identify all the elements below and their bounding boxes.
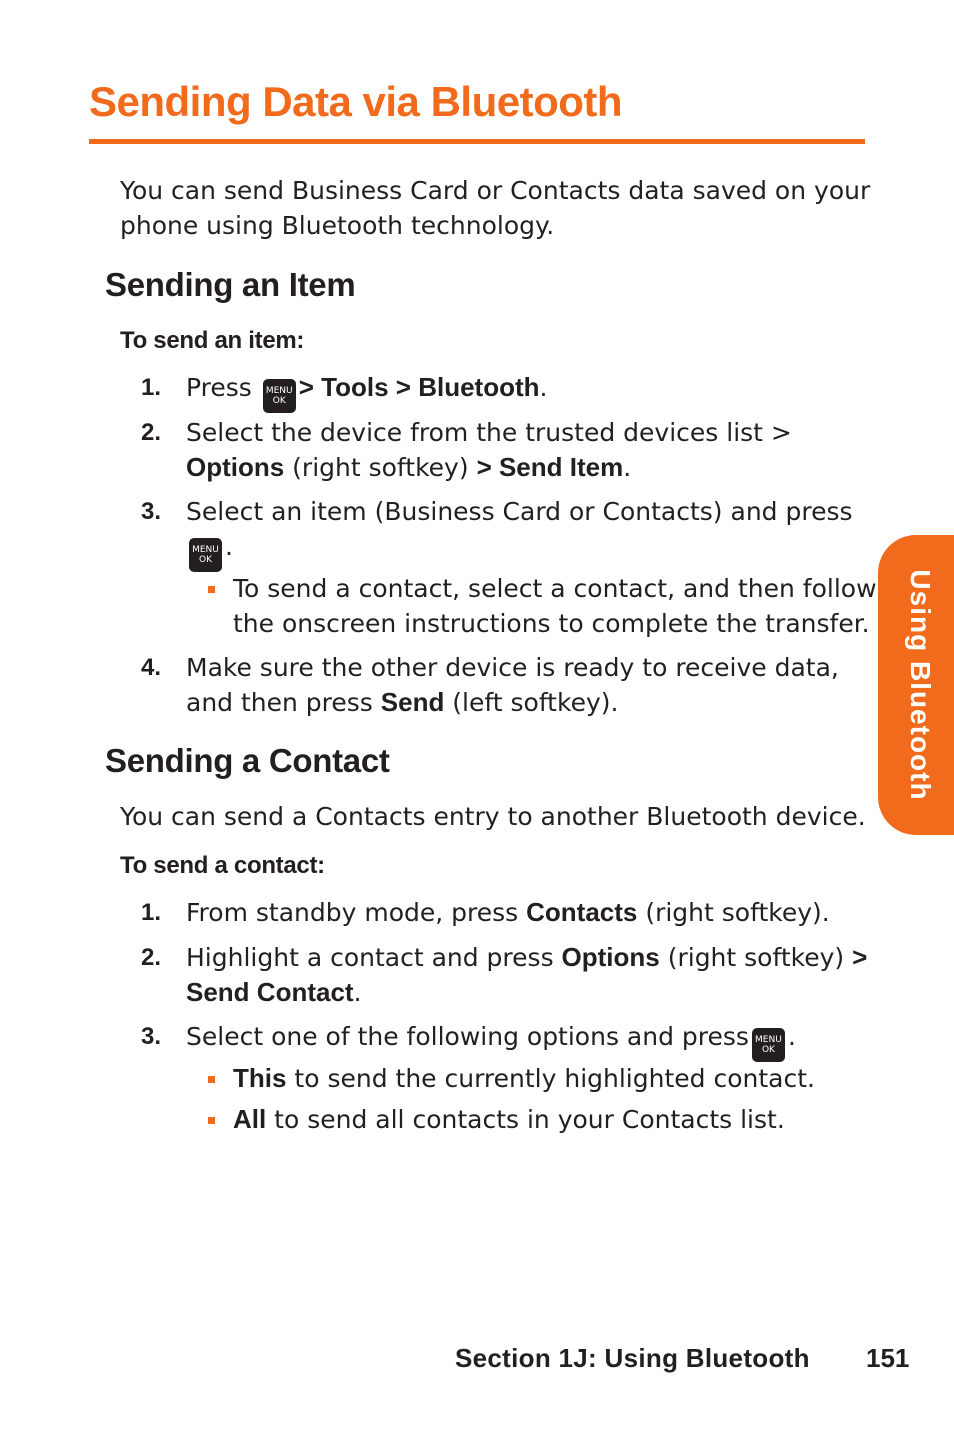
contact-intro: You can send a Contacts entry to another Bluetooth device. [120,802,866,831]
page-title: Sending Data via Bluetooth [89,78,623,125]
menu-ok-key-icon: MENU OK [263,379,296,413]
lead-send-contact: To send a contact: [120,852,325,879]
step-text: From standby mode, press Contacts (right softkey). [186,897,830,927]
footer-section: Section 1J: Using Bluetooth [455,1343,810,1373]
bullet-square-icon [208,1076,215,1083]
step-text: Make sure the other device is ready to receive data, and then press Send (left softkey). [186,653,839,717]
side-tab-label: Using Bluetooth [905,569,936,801]
step-number: 1. [141,374,162,401]
step-number: 3. [141,1023,162,1050]
heading-sending-an-item: Sending an Item [105,266,356,303]
bullet-text: This to send the currently highlighted contact. [233,1063,815,1093]
step-text: Select one of the following options and press MENU OK . [186,1019,886,1062]
intro-paragraph: You can send Business Card or Contacts data saved on your phone using Bluetooth technology. [120,176,871,240]
menu-ok-key-icon: MENU OK [189,538,222,572]
page-number: 151 [866,1343,910,1373]
lead-send-item: To send an item: [120,327,305,354]
step-number: 2. [141,419,162,446]
menu-ok-key-icon: MENU OK [752,1028,785,1062]
step-number: 1. [141,899,162,926]
bullet-square-icon [208,1117,215,1124]
step-number: 2. [141,944,162,971]
step-text: Highlight a contact and press Options (right softkey) > Send Contact. [186,942,868,1007]
bullet-square-icon [208,586,215,593]
step-text: Press MENU OK > Tools > Bluetooth. [186,370,886,413]
bullet-text: To send a contact, select a contact, and then follow the onscreen instructions to complete the transfer. [233,574,877,638]
bullet-text: All to send all contacts in your Contacts list. [233,1104,785,1134]
heading-sending-a-contact: Sending a Contact [105,742,390,779]
title-rule [89,139,865,144]
step-number: 3. [141,498,162,525]
step-number: 4. [141,654,162,681]
step-text: Select an item (Business Card or Contacts) and press MENU OK . [186,494,886,572]
step-text: Select the device from the trusted devices list > Options (right softkey) > Send Item. [186,418,792,482]
